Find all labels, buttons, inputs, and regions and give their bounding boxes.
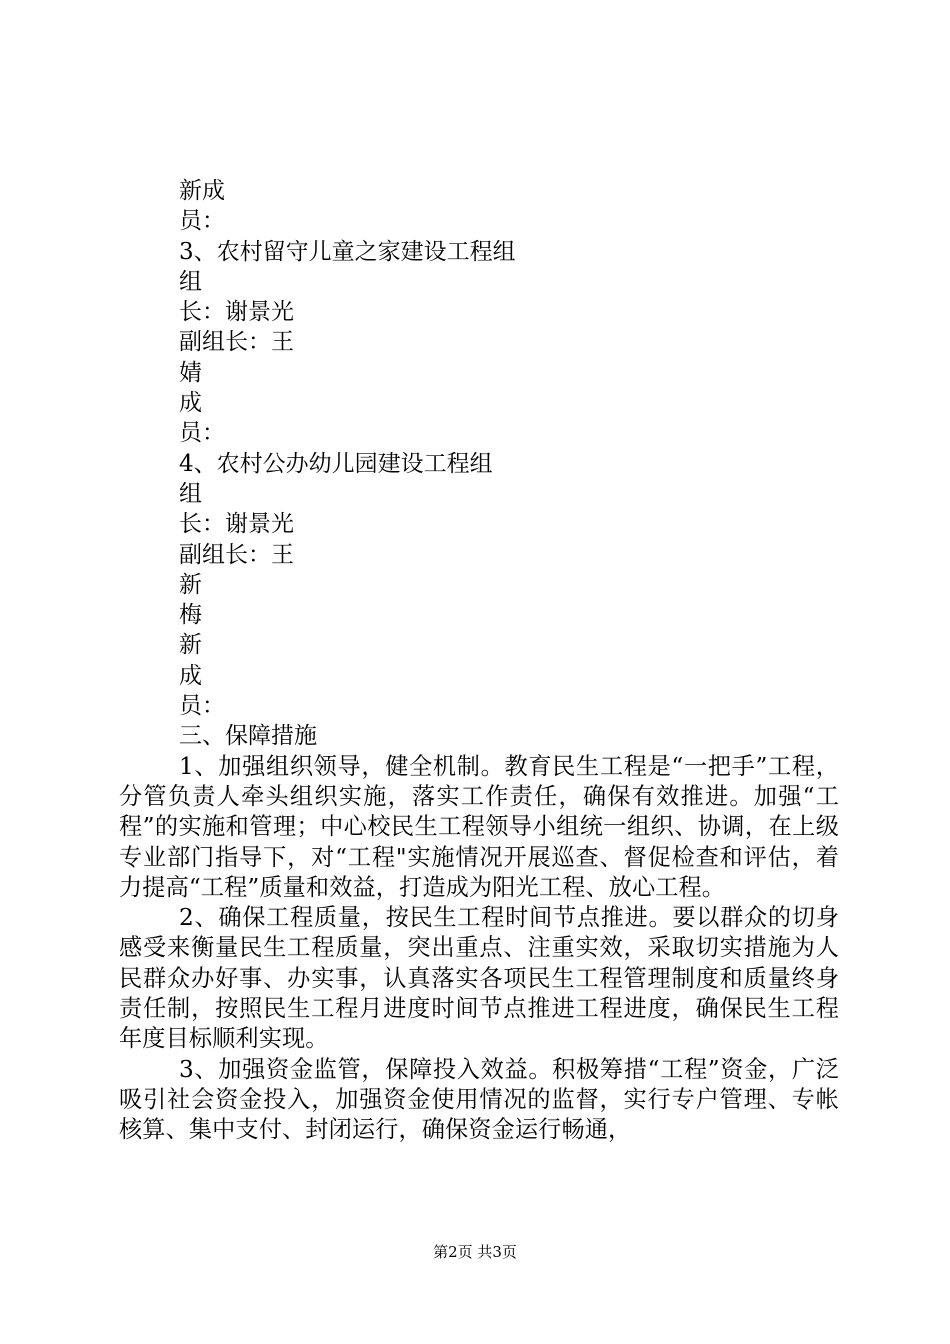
section-heading-measures: 三、保障措施 [179, 723, 317, 750]
section-heading-3: 3、农村留守儿童之家建设工程组 [179, 238, 516, 265]
text-line: 婧 [179, 359, 202, 386]
text-line: 成 [179, 662, 202, 689]
text-line: 员： [179, 420, 225, 447]
text-line: 成 [179, 390, 202, 417]
text-line: 组 [179, 268, 202, 295]
text-line: 长：谢景光 [179, 299, 294, 326]
text-line: 员： [179, 693, 225, 720]
paragraph-3: 3、加强资金监管，保障投入效益。积极筹措“工程”资金，广泛吸引社会资金投入，加强资金使用情况的监督，实行专户管理、专帐核算、集中支付、封闭运行，确保资金运行畅通， [119, 1055, 839, 1144]
text-line: 新 [179, 632, 202, 659]
paragraph-1: 1、加强组织领导，健全机制。教育民生工程是“一把手”工程，分管负责人牵头组织实施，落实工作责任，确保有效推进。加强“工程”的实施和管理；中心校民生工程领导小组统一组织、协调，在上级专业部门指导下，对“工程"实施情况开展巡查、督促检查和评估，着力提高“工程”质量和效益，打造成为阳光工程、放心工程。 [119, 752, 839, 901]
text-line: 长：谢景光 [179, 511, 294, 538]
document-body [119, 176, 839, 1146]
text-line: 副组长：王 [179, 329, 294, 356]
text-line: 新 [179, 571, 202, 598]
page-footer: 第2页 共3页 [433, 1243, 517, 1261]
text-line: 组 [179, 480, 202, 507]
text-line: 新成 [179, 178, 225, 204]
text-line: 员： [179, 208, 225, 235]
paragraph-2: 2、确保工程质量，按民生工程时间节点推进。要以群众的切身感受来衡量民生工程质量，突出重点、注重实效，采取切实措施为人民群众办好事、办实事，认真落实各项民生工程管理制度和质量终身责任制，按照民生工程月进度时间节点推进工程进度，确保民生工程年度目标顺利实现。 [119, 904, 839, 1053]
section-heading-4: 4、农村公办幼儿园建设工程组 [179, 450, 493, 477]
text-line: 梅 [179, 602, 202, 629]
text-line: 副组长：王 [179, 541, 294, 568]
